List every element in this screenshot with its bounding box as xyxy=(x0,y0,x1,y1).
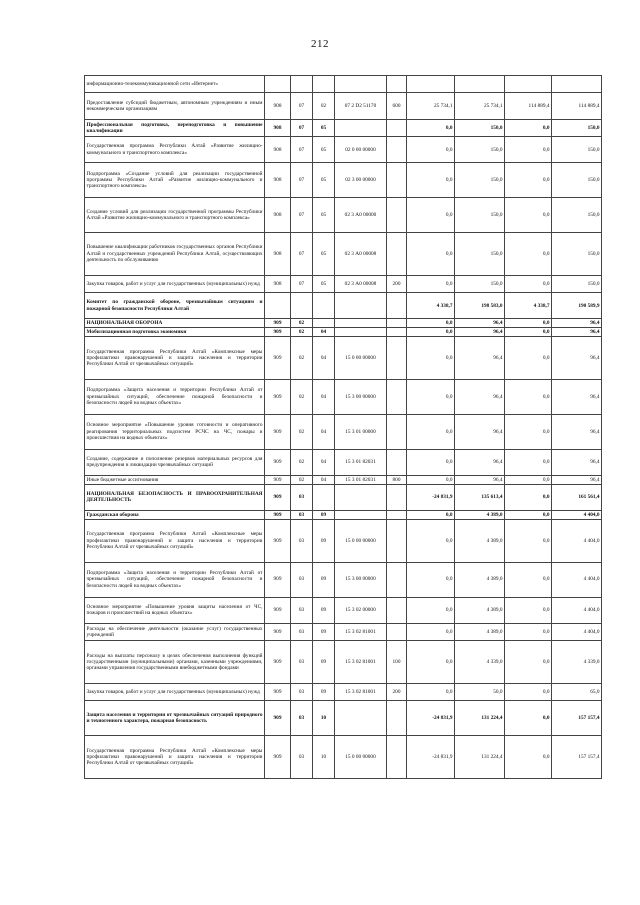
row-name-cell: Иные бюджетные ассигнования xyxy=(85,475,265,484)
target-article-cell xyxy=(335,328,387,337)
amount-cell: 0,0 xyxy=(407,597,455,623)
amount-cell: 4 389,0 xyxy=(455,520,505,563)
amount-cell: 198 583,0 xyxy=(455,293,505,319)
amount-cell: 96,4 xyxy=(455,379,505,414)
subsection-code-cell: 05 xyxy=(313,198,335,233)
table-row xyxy=(85,233,602,276)
target-article-cell: 15 3 02 81001 xyxy=(335,623,387,640)
admin-code-cell: 909 xyxy=(265,319,291,328)
section-code-cell: 03 xyxy=(291,597,313,623)
admin-code-cell: 909 xyxy=(265,701,291,736)
amount-cell: -24 831,9 xyxy=(407,484,455,510)
amount-cell: 96,4 xyxy=(455,319,505,328)
subsection-code-cell: 10 xyxy=(313,701,335,736)
amount-cell: 4 404,0 xyxy=(552,597,602,623)
table-row xyxy=(85,449,602,475)
expense-type-cell xyxy=(387,76,407,93)
subsection-code-cell: 09 xyxy=(313,597,335,623)
subsection-code-cell: 09 xyxy=(313,511,335,520)
row-name-cell: Повышение квалификации работников государственных органов Республики Алтай и государственных учреждений Республики Алтай, осуществляющих деятельность по обслуживанию xyxy=(85,233,265,276)
admin-code-cell: 909 xyxy=(265,511,291,520)
admin-code-cell: 909 xyxy=(265,475,291,484)
subsection-code-cell: 04 xyxy=(313,475,335,484)
subsection-code-cell xyxy=(313,319,335,328)
row-name-cell: Закупка товаров, работ и услуг для государственных (муниципальных) нужд xyxy=(85,683,265,700)
amount-cell: 50,0 xyxy=(455,683,505,700)
expense-type-cell xyxy=(387,328,407,337)
subsection-code-cell: 04 xyxy=(313,449,335,475)
row-name-cell: Государственная программа Республики Алтай «Комплексные меры профилактики правонарушений и защита населения и территории Республики Алтай от чрезвычайных ситуаций» xyxy=(85,520,265,563)
table-row xyxy=(85,328,602,337)
subsection-code-cell: 10 xyxy=(313,736,335,779)
table-row xyxy=(85,511,602,520)
amount-cell: 0,0 xyxy=(407,683,455,700)
amount-cell: 0,0 xyxy=(505,275,552,292)
row-name-cell: Закупка товаров, работ и услуг для государственных (муниципальных) нужд xyxy=(85,275,265,292)
target-article-cell xyxy=(335,293,387,319)
section-code-cell: 03 xyxy=(291,562,313,597)
target-article-cell: 02 3 А0 00000 xyxy=(335,198,387,233)
amount-cell: 150,0 xyxy=(552,163,602,198)
target-article-cell: 15 3 02 81001 xyxy=(335,683,387,700)
subsection-code-cell: 09 xyxy=(313,641,335,684)
subsection-code-cell xyxy=(313,293,335,319)
section-code-cell: 03 xyxy=(291,736,313,779)
amount-cell: 4 404,0 xyxy=(552,562,602,597)
admin-code-cell: 908 xyxy=(265,275,291,292)
section-code-cell xyxy=(291,293,313,319)
table-row xyxy=(85,319,602,328)
amount-cell: 96,4 xyxy=(455,449,505,475)
amount-cell: 0,0 xyxy=(505,328,552,337)
expense-type-cell xyxy=(387,484,407,510)
amount-cell: 0,0 xyxy=(407,198,455,233)
target-article-cell xyxy=(335,701,387,736)
expense-type-cell: 800 xyxy=(387,475,407,484)
row-name-cell: Подпрограмма «Защита населения и территории Республики Алтай от чрезвычайных ситуаций, обеспечение пожарной безопасности и безопасности людей на водных объектах» xyxy=(85,379,265,414)
amount-cell: 0,0 xyxy=(407,119,455,136)
amount-cell: 150,0 xyxy=(455,275,505,292)
section-code-cell: 03 xyxy=(291,641,313,684)
target-article-cell xyxy=(335,319,387,328)
amount-cell: 150,0 xyxy=(455,198,505,233)
amount-cell: 0,0 xyxy=(407,319,455,328)
amount-cell: 0,0 xyxy=(505,337,552,380)
admin-code-cell: 909 xyxy=(265,623,291,640)
amount-cell: 150,0 xyxy=(552,119,602,136)
amount-cell: 150,0 xyxy=(552,137,602,163)
amount-cell: 25 734,1 xyxy=(407,93,455,119)
target-article-cell xyxy=(335,484,387,510)
target-article-cell: 02 3 А0 00008 xyxy=(335,275,387,292)
target-article-cell: 15 0 00 00000 xyxy=(335,337,387,380)
amount-cell: 114 889,4 xyxy=(505,93,552,119)
section-code-cell: 07 xyxy=(291,198,313,233)
amount-cell: 0,0 xyxy=(505,683,552,700)
admin-code-cell xyxy=(265,293,291,319)
table-row xyxy=(85,198,602,233)
amount-cell: 0,0 xyxy=(505,198,552,233)
admin-code-cell: 909 xyxy=(265,562,291,597)
subsection-code-cell: 05 xyxy=(313,275,335,292)
section-code-cell: 02 xyxy=(291,414,313,449)
target-article-cell: 07 2 D2 51170 xyxy=(335,93,387,119)
row-name-cell: Расходы на обеспечение деятельности (оказание услуг) государственных учреждений xyxy=(85,623,265,640)
expense-type-cell xyxy=(387,414,407,449)
amount-cell: 0,0 xyxy=(505,163,552,198)
admin-code-cell: 909 xyxy=(265,736,291,779)
target-article-cell: 15 3 01 00000 xyxy=(335,414,387,449)
amount-cell: 4 404,0 xyxy=(552,520,602,563)
target-article-cell xyxy=(335,76,387,93)
amount-cell: 0,0 xyxy=(505,449,552,475)
amount-cell: 0,0 xyxy=(505,484,552,510)
admin-code-cell: 909 xyxy=(265,520,291,563)
section-code-cell: 03 xyxy=(291,511,313,520)
subsection-code-cell: 05 xyxy=(313,119,335,136)
section-code-cell: 03 xyxy=(291,623,313,640)
amount-cell: 150,0 xyxy=(552,233,602,276)
amount-cell: 4 389,0 xyxy=(455,562,505,597)
expense-type-cell xyxy=(387,233,407,276)
amount-cell: 96,4 xyxy=(552,449,602,475)
amount-cell: -24 831,9 xyxy=(407,701,455,736)
amount-cell: 0,0 xyxy=(505,233,552,276)
amount-cell: 4 404,0 xyxy=(552,623,602,640)
amount-cell: 0,0 xyxy=(407,449,455,475)
amount-cell: 4 338,7 xyxy=(407,293,455,319)
table-row xyxy=(85,520,602,563)
table-row xyxy=(85,379,602,414)
amount-cell: 150,0 xyxy=(455,163,505,198)
amount-cell: 190 589,9 xyxy=(552,293,602,319)
table-row xyxy=(85,641,602,684)
amount-cell: 96,4 xyxy=(455,475,505,484)
admin-code-cell: 909 xyxy=(265,484,291,510)
admin-code-cell: 908 xyxy=(265,137,291,163)
target-article-cell: 02 3 00 00000 xyxy=(335,163,387,198)
expense-type-cell xyxy=(387,319,407,328)
section-code-cell: 02 xyxy=(291,449,313,475)
table-row xyxy=(85,293,602,319)
subsection-code-cell: 04 xyxy=(313,328,335,337)
amount-cell: 0,0 xyxy=(407,623,455,640)
table-row xyxy=(85,562,602,597)
amount-cell: 25 734,1 xyxy=(455,93,505,119)
amount-cell: 0,0 xyxy=(407,641,455,684)
row-name-cell: Защита населения и территории от чрезвычайных ситуаций природного и техногенного характера, пожарная безопасность xyxy=(85,701,265,736)
expense-type-cell: 100 xyxy=(387,641,407,684)
section-code-cell xyxy=(291,76,313,93)
subsection-code-cell: 05 xyxy=(313,233,335,276)
row-name-cell: Гражданская оборона xyxy=(85,511,265,520)
amount-cell: 0,0 xyxy=(407,337,455,380)
amount-cell xyxy=(407,76,455,93)
table-row xyxy=(85,93,602,119)
expense-type-cell: 200 xyxy=(387,683,407,700)
amount-cell: 161 561,4 xyxy=(552,484,602,510)
target-article-cell xyxy=(335,511,387,520)
expense-type-cell: 600 xyxy=(387,93,407,119)
amount-cell: 135 613,4 xyxy=(455,484,505,510)
amount-cell: 150,0 xyxy=(455,233,505,276)
admin-code-cell: 908 xyxy=(265,93,291,119)
amount-cell: 0,0 xyxy=(407,233,455,276)
row-name-cell: Создание условий для реализации государственной программы Республики Алтай «Развитие жилищно-коммунального и транспортного комплекса» xyxy=(85,198,265,233)
table-row xyxy=(85,337,602,380)
section-code-cell: 03 xyxy=(291,484,313,510)
table-row xyxy=(85,163,602,198)
amount-cell: 0,0 xyxy=(505,701,552,736)
table-row xyxy=(85,76,602,93)
amount-cell xyxy=(455,76,505,93)
section-code-cell: 07 xyxy=(291,93,313,119)
expense-type-cell xyxy=(387,511,407,520)
admin-code-cell: 908 xyxy=(265,163,291,198)
section-code-cell: 02 xyxy=(291,475,313,484)
subsection-code-cell: 04 xyxy=(313,337,335,380)
row-name-cell: Основное мероприятие «Повышение уровня готовности и оперативного реагирования территориальных подсистем РСЧС на ЧС, пожары и происшествия на водных объектах» xyxy=(85,414,265,449)
admin-code-cell: 909 xyxy=(265,414,291,449)
amount-cell: 0,0 xyxy=(505,597,552,623)
target-article-cell: 15 0 00 00000 xyxy=(335,736,387,779)
expense-type-cell xyxy=(387,562,407,597)
row-name-cell: Подпрограмма «Защита населения и территории Республики Алтай от чрезвычайных ситуаций, обеспечение пожарной безопасности и безопасности людей на водных объектах» xyxy=(85,562,265,597)
table-row xyxy=(85,683,602,700)
subsection-code-cell: 04 xyxy=(313,414,335,449)
table-row xyxy=(85,597,602,623)
amount-cell: 0,0 xyxy=(505,414,552,449)
section-code-cell: 02 xyxy=(291,319,313,328)
row-name-cell: Создание, содержание и пополнение резервов материальных ресурсов для предупреждения и ликвидации чрезвычайных ситуаций xyxy=(85,449,265,475)
row-name-cell: Государственная программа Республики Алтай «Комплексные меры профилактики правонарушений и защита населения и территории Республики Алтай от чрезвычайных ситуаций» xyxy=(85,736,265,779)
amount-cell: 0,0 xyxy=(407,275,455,292)
table-row xyxy=(85,275,602,292)
amount-cell: 96,4 xyxy=(455,337,505,380)
amount-cell: 0,0 xyxy=(505,641,552,684)
table-body xyxy=(85,76,602,779)
expense-type-cell xyxy=(387,449,407,475)
amount-cell: 0,0 xyxy=(407,475,455,484)
target-article-cell: 15 3 01 82031 xyxy=(335,475,387,484)
amount-cell: 0,0 xyxy=(505,623,552,640)
amount-cell: 0,0 xyxy=(407,137,455,163)
amount-cell: 96,4 xyxy=(552,328,602,337)
amount-cell: 65,0 xyxy=(552,683,602,700)
section-code-cell: 02 xyxy=(291,328,313,337)
section-code-cell: 02 xyxy=(291,337,313,380)
table-row xyxy=(85,475,602,484)
amount-cell: -24 831,9 xyxy=(407,736,455,779)
amount-cell: 96,4 xyxy=(552,337,602,380)
expense-type-cell xyxy=(387,137,407,163)
admin-code-cell: 909 xyxy=(265,328,291,337)
subsection-code-cell: 09 xyxy=(313,683,335,700)
amount-cell: 0,0 xyxy=(505,119,552,136)
target-article-cell: 15 3 01 82031 xyxy=(335,449,387,475)
amount-cell: 131 224,4 xyxy=(455,701,505,736)
amount-cell: 114 889,4 xyxy=(552,93,602,119)
row-name-cell: НАЦИОНАЛЬНАЯ ОБОРОНА xyxy=(85,319,265,328)
admin-code-cell: 909 xyxy=(265,597,291,623)
amount-cell: 96,4 xyxy=(552,414,602,449)
amount-cell: 0,0 xyxy=(407,328,455,337)
amount-cell: 4 389,0 xyxy=(455,623,505,640)
subsection-code-cell: 09 xyxy=(313,562,335,597)
row-name-cell: Комитет по гражданской обороне, чрезвычайным ситуациям и пожарной безопасности Республики Алтай xyxy=(85,293,265,319)
subsection-code-cell: 04 xyxy=(313,379,335,414)
target-article-cell: 15 3 02 81001 xyxy=(335,641,387,684)
section-code-cell: 03 xyxy=(291,701,313,736)
amount-cell: 0,0 xyxy=(407,414,455,449)
row-name-cell: Основное мероприятие «Повышение уровня защиты населения от ЧС, пожаров и происшествий на водных объектах» xyxy=(85,597,265,623)
expense-type-cell: 200 xyxy=(387,275,407,292)
target-article-cell: 15 3 00 00000 xyxy=(335,562,387,597)
expense-type-cell xyxy=(387,198,407,233)
section-code-cell: 02 xyxy=(291,379,313,414)
admin-code-cell: 908 xyxy=(265,119,291,136)
row-name-cell: Государственная программа Республики Алтай «Комплексные меры профилактики правонарушений и защита населения и территории Республики Алтай от чрезвычайных ситуаций» xyxy=(85,337,265,380)
subsection-code-cell xyxy=(313,484,335,510)
expense-type-cell xyxy=(387,623,407,640)
expense-type-cell xyxy=(387,379,407,414)
expense-type-cell xyxy=(387,163,407,198)
amount-cell: 0,0 xyxy=(505,736,552,779)
target-article-cell: 15 3 00 00000 xyxy=(335,379,387,414)
amount-cell: 4 339,0 xyxy=(552,641,602,684)
table-row xyxy=(85,119,602,136)
page-number: 212 xyxy=(311,38,329,50)
admin-code-cell: 909 xyxy=(265,337,291,380)
admin-code-cell: 909 xyxy=(265,449,291,475)
section-code-cell: 07 xyxy=(291,119,313,136)
table-row xyxy=(85,736,602,779)
amount-cell: 157 157,4 xyxy=(552,701,602,736)
table-row xyxy=(85,414,602,449)
section-code-cell: 03 xyxy=(291,520,313,563)
amount-cell xyxy=(505,76,552,93)
amount-cell: 96,4 xyxy=(552,319,602,328)
subsection-code-cell: 02 xyxy=(313,93,335,119)
section-code-cell: 07 xyxy=(291,275,313,292)
amount-cell: 0,0 xyxy=(505,379,552,414)
amount-cell: 4 338,7 xyxy=(505,293,552,319)
subsection-code-cell: 09 xyxy=(313,623,335,640)
table-row xyxy=(85,701,602,736)
admin-code-cell: 909 xyxy=(265,379,291,414)
amount-cell: 96,4 xyxy=(455,414,505,449)
target-article-cell: 15 3 02 00000 xyxy=(335,597,387,623)
amount-cell: 4 404,0 xyxy=(552,511,602,520)
target-article-cell: 02 0 00 00000 xyxy=(335,137,387,163)
expense-type-cell xyxy=(387,701,407,736)
amount-cell: 157 157,4 xyxy=(552,736,602,779)
expense-type-cell xyxy=(387,520,407,563)
table-row xyxy=(85,137,602,163)
row-name-cell: Мобилизационная подготовка экономики xyxy=(85,328,265,337)
row-name-cell: Государственная программа Республики Алтай «Развитие жилищно-коммунального и транспортного комплекса» xyxy=(85,137,265,163)
amount-cell: 0,0 xyxy=(505,137,552,163)
amount-cell: 4 389,0 xyxy=(455,597,505,623)
amount-cell: 0,0 xyxy=(407,562,455,597)
amount-cell: 0,0 xyxy=(505,562,552,597)
amount-cell: 96,4 xyxy=(552,475,602,484)
amount-cell: 96,4 xyxy=(455,328,505,337)
amount-cell xyxy=(552,76,602,93)
amount-cell: 131 224,4 xyxy=(455,736,505,779)
amount-cell: 0,0 xyxy=(407,379,455,414)
expense-type-cell xyxy=(387,119,407,136)
amount-cell: 150,0 xyxy=(552,198,602,233)
admin-code-cell: 909 xyxy=(265,683,291,700)
amount-cell: 150,0 xyxy=(455,119,505,136)
amount-cell: 150,0 xyxy=(455,137,505,163)
amount-cell: 0,0 xyxy=(505,475,552,484)
subsection-code-cell: 05 xyxy=(313,137,335,163)
row-name-cell: Предоставление субсидий бюджетным, автономным учреждениям и иным некоммерческим организациям xyxy=(85,93,265,119)
amount-cell: 0,0 xyxy=(505,511,552,520)
budget-table xyxy=(84,75,602,779)
amount-cell: 4 389,0 xyxy=(455,511,505,520)
expense-type-cell xyxy=(387,736,407,779)
target-article-cell: 15 0 00 00000 xyxy=(335,520,387,563)
amount-cell: 0,0 xyxy=(505,319,552,328)
admin-code-cell: 908 xyxy=(265,233,291,276)
table-row xyxy=(85,484,602,510)
amount-cell: 4 339,0 xyxy=(455,641,505,684)
row-name-cell: Расходы на выплаты персоналу в целях обеспечения выполнения функций государственными (муниципальными) органами, казенными учреждениями, органами управления государственными внебюджетными фондами xyxy=(85,641,265,684)
table-row xyxy=(85,623,602,640)
subsection-code-cell: 09 xyxy=(313,520,335,563)
subsection-code-cell xyxy=(313,76,335,93)
amount-cell: 96,4 xyxy=(552,379,602,414)
target-article-cell xyxy=(335,119,387,136)
subsection-code-cell: 05 xyxy=(313,163,335,198)
row-name-cell: информационно-телекоммуникационной сети «Интернет» xyxy=(85,76,265,93)
amount-cell: 0,0 xyxy=(407,520,455,563)
amount-cell: 0,0 xyxy=(407,163,455,198)
section-code-cell: 03 xyxy=(291,683,313,700)
row-name-cell: НАЦИОНАЛЬНАЯ БЕЗОПАСНОСТЬ И ПРАВООХРАНИТЕЛЬНАЯ ДЕЯТЕЛЬНОСТЬ xyxy=(85,484,265,510)
admin-code-cell: 909 xyxy=(265,641,291,684)
section-code-cell: 07 xyxy=(291,137,313,163)
row-name-cell: Подпрограмма «Создание условий для реализации государственной программы Республики Алтай «Развитие жилищно-коммунального и транспортного комплекса» xyxy=(85,163,265,198)
amount-cell: 0,0 xyxy=(505,520,552,563)
amount-cell: 150,0 xyxy=(552,275,602,292)
amount-cell: 0,0 xyxy=(407,511,455,520)
admin-code-cell: 908 xyxy=(265,198,291,233)
section-code-cell: 07 xyxy=(291,233,313,276)
admin-code-cell xyxy=(265,76,291,93)
expense-type-cell xyxy=(387,597,407,623)
expense-type-cell xyxy=(387,293,407,319)
expense-type-cell xyxy=(387,337,407,380)
section-code-cell: 07 xyxy=(291,163,313,198)
row-name-cell: Профессиональная подготовка, переподготовка и повышение квалификации xyxy=(85,119,265,136)
target-article-cell: 02 3 А0 00008 xyxy=(335,233,387,276)
